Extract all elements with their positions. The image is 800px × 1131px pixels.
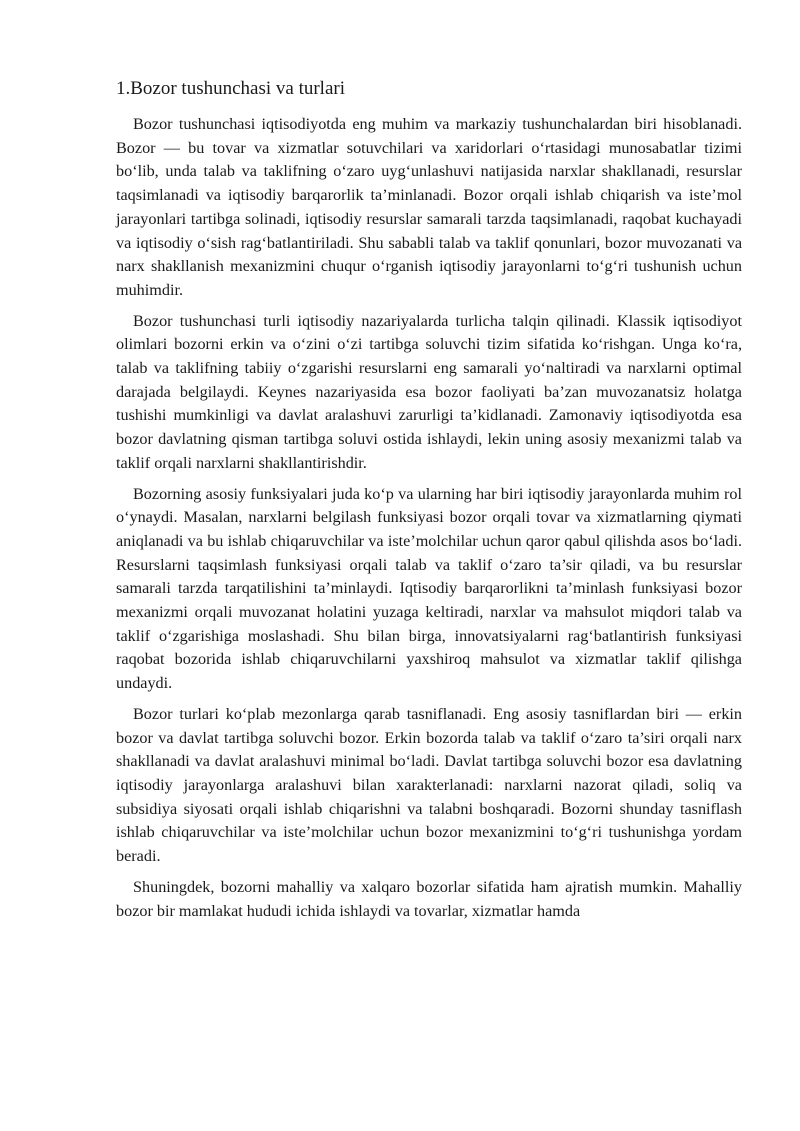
paragraph-4: Bozor turlari ko‘plab mezonlarga qarab tasniflanadi. Eng asosiy tasniflardan biri — erkin bozor va davlat tartibga soluvchi bozor. Erkin bozorda talab va taklif o‘zaro ta’siri orqali narx shakllanadi va davlat aralashuvi minimal bo‘ladi. Davlat tartibga soluvchi bozor esa davlatning iqtisodiy jarayonlarga aralashuvi bilan xarakterlanadi: narxlarni nazorat qiladi, soliq va subsidiya siyosati orqali ishlab chiqarishni va talabni boshqaradi. Bozorni shunday tasniflash ishlab chiqaruvchilar va iste’molchilar uchun bozor mexanizmini to‘g‘ri tushunishga yordam beradi. [116, 704, 742, 866]
paragraph-5: Shuningdek, bozorni mahalliy va xalqaro bozorlar sifatida ham ajratish mumkin. Mahalliy bozor bir mamlakat hududi ichida ishlaydi va tovarlar, xizmatlar hamda [116, 877, 742, 920]
paragraph-3: Bozorning asosiy funksiyalari juda ko‘p va ularning har biri iqtisodiy jarayonlarda muhim rol o‘ynaydi. Masalan, narxlarni belgilash funksiyasi bozor orqali tovar va xizmatlarning qiymati aniqlanadi va bu ishlab chiqaruvchilar va iste’molchilar uchun qaror qabul qilishda asos bo‘ladi. Resurslarni taqsimlash funksiyasi orqali talab va taklif o‘zaro ta’sir qiladi, va bu resurslar samarali tarzda tarqatilishini ta’minlaydi. Iqtisodiy barqarorlikni ta’minlash funksiyasi bozor mexanizmi orqali muvozanat holatini yuzaga keltiradi, narxlar va mahsulot miqdori talab va taklif o‘zgarishiga moslashadi. Shu bilan birga, innovatsiyalarni rag‘batlantirish funksiyasi raqobat bozorida ishlab chiqaruvchilarni yaxshiroq mahsulot va xizmatlar taklif qilishga undaydi. [116, 484, 742, 693]
paragraph-1: Bozor tushunchasi iqtisodiyotda eng muhim va markaziy tushunchalardan biri hisoblanadi. Bozor — bu tovar va xizmatlar sotuvchilari va xaridorlari o‘rtasidagi munosabatlar tizimi bo‘lib, unda talab va taklifning o‘zaro uyg‘unlashuvi natijasida narxlar shakllanadi, resurslar taqsimlanadi va iqtisodiy barqarorlik ta’minlanadi. Bozor orqali ishlab chiqarish va iste’mol jarayonlari tartibga solinadi, iqtisodiy resurslar samarali tarzda taqsimlanadi, raqobat kuchayadi va iqtisodiy o‘sish rag‘batlantiriladi. Shu sababli talab va taklif qonunlari, bozor muvozanati va narx shakllanish mexanizmini chuqur o‘rganish iqtisodiy jarayonlarni to‘g‘ri tushunish uchun muhimdir. [116, 115, 742, 299]
paragraph-2: Bozor tushunchasi turli iqtisodiy nazariyalarda turlicha talqin qilinadi. Klassik iqtisodiyot olimlari bozorni erkin va o‘zini o‘zi tartibga soluvchi tizim sifatida ko‘rishgan. Unga ko‘ra, talab va taklifning tabiiy o‘zgarishi resurslarni eng samarali yo‘naltiradi va narxlarni optimal darajada belgilaydi. Keynes nazariyasida esa bozor faoliyati ba’zan muvozanatsiz holatga tushishi mumkinligi va davlat aralashuvi zarurligi ta’kidlanadi. Zamonaviy iqtisodiyotda esa bozor davlatning qisman tartibga soluvi ostida ishlaydi, lekin uning asosiy mexanizmi talab va taklif orqali narxlarni shakllantirishdir. [116, 311, 742, 472]
page-content [116, 77, 742, 930]
section-heading: 1.Bozor tushunchasi va turlari [116, 78, 346, 99]
